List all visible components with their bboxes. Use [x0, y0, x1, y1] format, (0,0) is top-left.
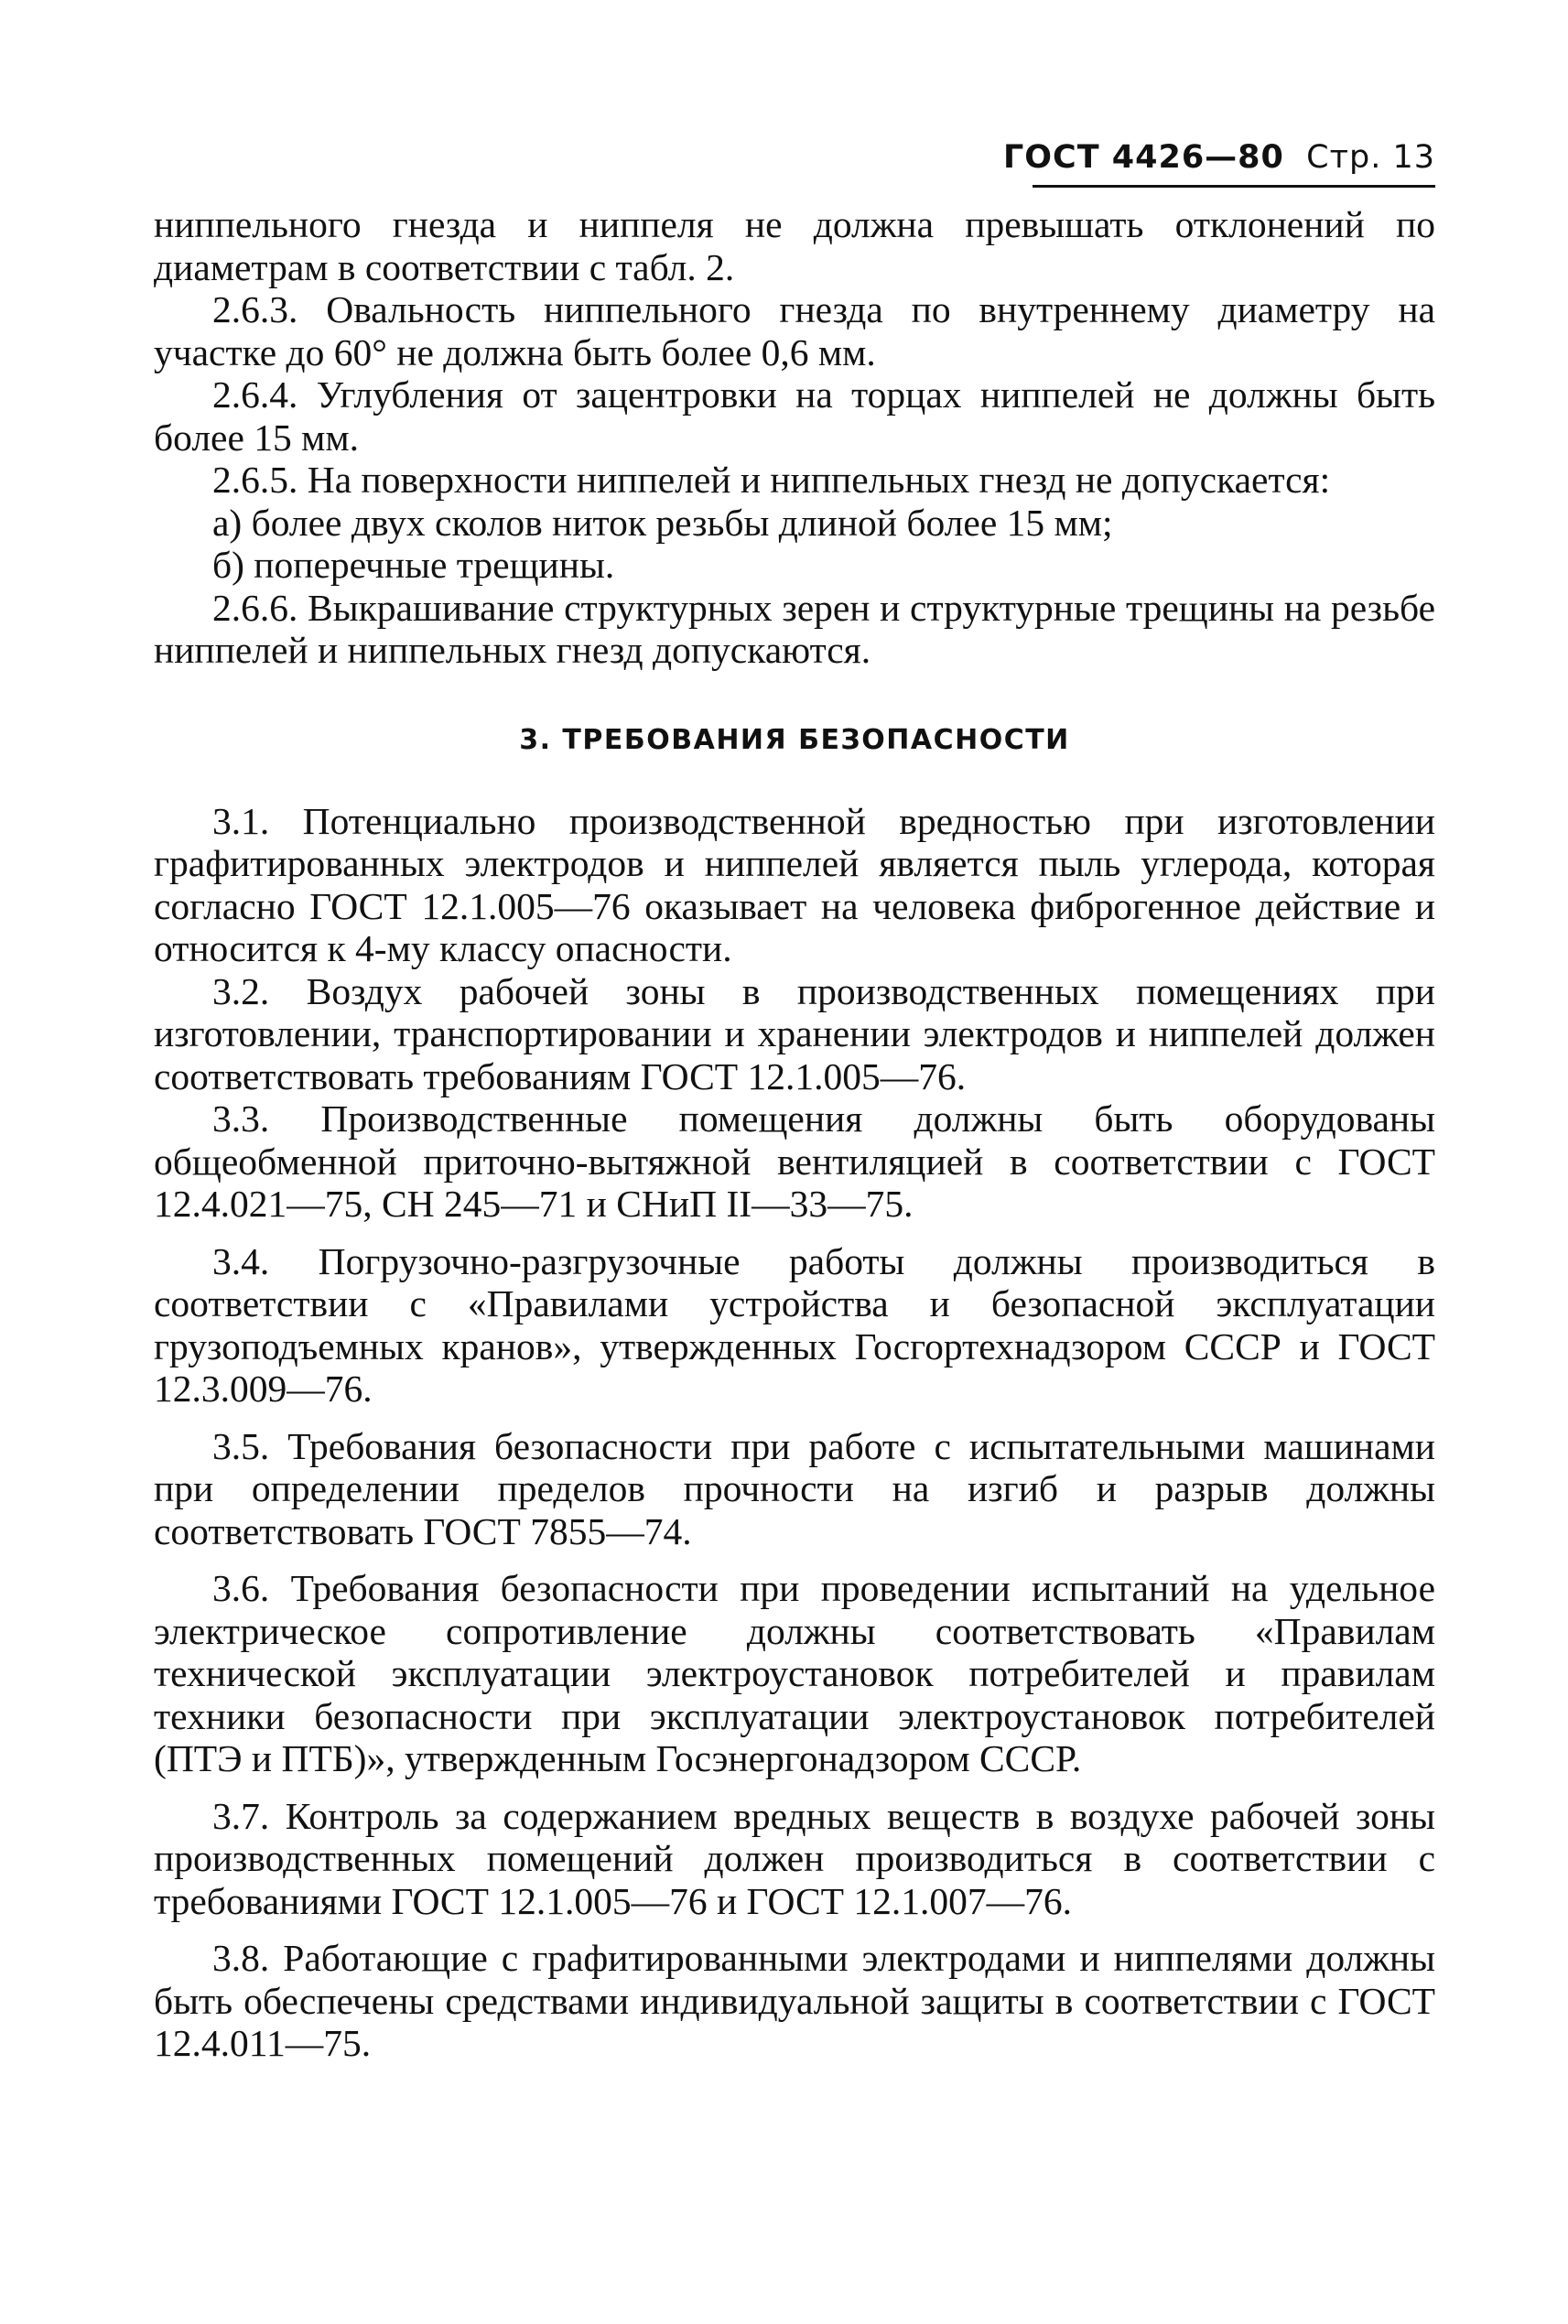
- paragraph-3-2: 3.2. Воздух рабочей зоны в производственных помещениях при изготовлении, транспортировании и хранении электродов и ниппелей должен соответствовать требованиям ГОСТ 12.1.005—76.: [154, 969, 1435, 1097]
- paragraph-3-5: 3.5. Требования безопасности при работе с испытательными машинами при определении пределов прочности на изгиб и разрыв должны соответствовать ГОСТ 7855—74.: [154, 1424, 1435, 1552]
- paragraph-3-8: 3.8. Работающие с графитированными электродами и ниппелями должны быть обеспечены средствами индивидуальной защиты в соответствии с ГОСТ 12.4.011—75.: [154, 1937, 1435, 2064]
- document-page: [154, 0, 1435, 2324]
- header-rule: [1033, 185, 1435, 188]
- running-header: [154, 135, 1435, 179]
- section-heading: 3. ТРЕБОВАНИЯ БЕЗОПАСНОСТИ: [519, 723, 1070, 756]
- paragraph-2-6-3: 2.6.3. Овальность ниппельного гнезда по внутреннему диаметру на участке до 60° не должна быть более 0,6 мм.: [154, 288, 1435, 373]
- list-item-b: б) поперечные трещины.: [212, 544, 615, 586]
- paragraph-2-6-4: 2.6.4. Углубления от зацентровки на торцах ниппелей не должны быть более 15 мм.: [154, 373, 1435, 459]
- list-item-a: а) более двух сколов ниток резьбы длиной более 15 мм;: [212, 501, 1113, 544]
- paragraph-continuation: ниппельного гнезда и ниппеля не должна превышать отклонений по диаметрам в соответствии с табл. 2.: [154, 203, 1435, 288]
- paragraph-2-6-6: 2.6.6. Выкрашивание структурных зерен и структурные трещины на резьбе ниппелей и ниппельных гнезд допускаются.: [154, 586, 1435, 671]
- paragraph-2-6-5: 2.6.5. На поверхности ниппелей и ниппельных гнезд не допускается:: [212, 459, 1331, 501]
- paragraph-3-7: 3.7. Контроль за содержанием вредных веществ в воздухе рабочей зоны производственных помещений должен производиться в соответствии с требованиями ГОСТ 12.1.005—76 и ГОСТ 12.1.007—76.: [154, 1794, 1435, 1922]
- paragraph-3-6: 3.6. Требования безопасности при проведении испытаний на удельное электрическое сопротивление должны соответствовать «Правилам технической эксплуатации электроустановок потребителей и правилам техники безопасности при эксплуатации электроустановок потребителей (ПТЭ и ПТБ)», утвержденным Госэнергонадзором СССР.: [154, 1567, 1435, 1779]
- paragraph-3-4: 3.4. Погрузочно-разгрузочные работы должны производиться в соответствии с «Правилами устройства и безопасной эксплуатации грузоподъемных кранов», утвержденных Госгортехнадзором СССР и ГОСТ 12.3.009—76.: [154, 1239, 1435, 1410]
- page-number: Стр. 13: [1306, 139, 1435, 176]
- document-body: [154, 203, 1435, 2065]
- paragraph-3-1: 3.1. Потенциально производственной вредностью при изготовлении графитированных электродов и ниппелей является пыль углерода, которая согласно ГОСТ 12.1.005—76 оказывает на человека фиброгенное действие и относится к 4-му классу опасности.: [154, 799, 1435, 969]
- paragraph-3-3: 3.3. Производственные помещения должны быть оборудованы общеобменной приточно-вытяжной вентиляцией в соответствии с ГОСТ 12.4.021—75, СН 245—71 и СНиП II—33—75.: [154, 1097, 1435, 1225]
- standard-number: ГОСТ 4426—80: [1002, 139, 1284, 176]
